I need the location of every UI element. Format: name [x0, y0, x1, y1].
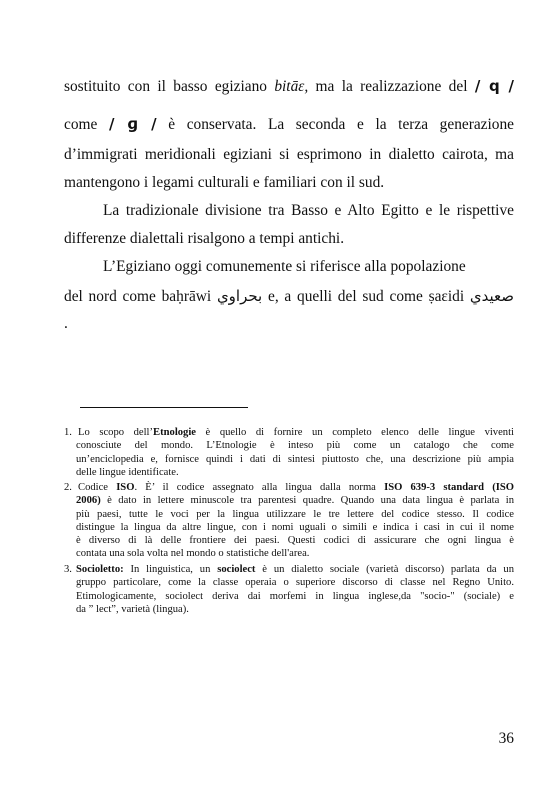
- bold-term: ISO 639-3 standard (ISO: [384, 482, 514, 493]
- footnote-separator: [80, 407, 248, 408]
- body-line: [64, 76, 514, 97]
- footnote-line: è diverso di là delle frontiere dei paesi. Questi codici di assicurare che ogni lingua è: [76, 535, 514, 547]
- footnote-number: 1.: [64, 427, 72, 438]
- bold-term: sociolect: [217, 564, 256, 575]
- footnote-line: delle lingue identificate.: [76, 466, 179, 478]
- text-span: sostituito con il basso egiziano: [64, 78, 275, 95]
- body-line: differenze dialettali risalgono a tempi antichi.: [64, 230, 345, 247]
- body-line: [64, 286, 514, 307]
- text-span: come: [64, 116, 109, 133]
- text-span: e, a quelli del sud come ṣaɛidi: [262, 288, 470, 305]
- text-span: è conservata. La seconda e la terza generazione: [156, 116, 515, 133]
- footnote-line: contata una sola volta nel mondo o statistiche dell'area.: [76, 548, 310, 560]
- footnote-line: un’enciclopedia e, fornisce quindi i dati di sintesi piuttosto che, una descrizione più ampia: [76, 453, 514, 465]
- footnote-line: [64, 494, 514, 507]
- bold-term: Socioletto:: [76, 564, 124, 575]
- body-line: La tradizionale divisione tra Basso e Alto Egitto e le rispettive: [103, 202, 514, 219]
- text-span: ma la realizzazione del: [308, 78, 475, 95]
- phoneme: / ɡ /: [108, 115, 157, 133]
- text-span: del nord come baḥrāwi: [64, 288, 217, 305]
- footnote-line: [64, 481, 514, 494]
- body-line: [64, 114, 514, 135]
- phoneme: / q /: [474, 77, 514, 95]
- bold-term: ISO: [116, 482, 135, 493]
- footnote-1: [64, 426, 514, 479]
- footnote-line: [64, 426, 514, 439]
- text-span: Lo scopo dell’: [78, 427, 154, 438]
- footnote-2: [64, 481, 514, 561]
- footnote-line: conosciute del mondo. L’Etnologie è inteso più come un catalogo che come: [76, 440, 514, 452]
- footnote-line: gruppo particolare, come la classe operaia o superiore discorso di classe nel Regno Unito.: [76, 577, 514, 589]
- italic-term: bitāɛ,: [274, 78, 309, 95]
- footnote-line: da ” lect”, varietà (lingua).: [76, 603, 189, 615]
- page-number: 36: [498, 730, 514, 747]
- body-line: L’Egiziano oggi comunemente si riferisce alla popolazione: [103, 258, 466, 275]
- body-line: .: [64, 315, 68, 332]
- bold-term: 2006): [76, 495, 101, 507]
- text-span: è quello di fornire un completo elenco delle lingue viventi: [196, 427, 514, 438]
- text-span: è un dialetto sociale (varietà discorso) parlata da un: [255, 564, 514, 575]
- bold-term: Etnologie: [153, 427, 196, 438]
- footnote-line: distingue la lingua da altre lingue, con i nomi uguali o simili e indica i casi in cui il nome: [76, 521, 514, 533]
- arabic-word: صعيدي: [469, 287, 514, 305]
- text-span: . È’ il codice assegnato alla lingua dalla norma: [134, 482, 385, 493]
- footnote-line: Etimologicamente, sociolect deriva dai morfemi in lingua inglese,da "socio-" (sociale) e: [76, 590, 514, 602]
- text-span: Codice: [78, 482, 117, 493]
- body-line: mantengono i legami culturali e familiari con il sud.: [64, 174, 385, 191]
- arabic-word: بحراوي: [216, 287, 263, 305]
- text-span: è dato in lettere minuscole tra parentesi quadre. Quando una data lingua è parlata in: [100, 495, 514, 507]
- footnote-line: più paesi, tutte le voci per la lingua utilizzare le tre lettere del codice stesso. Il codice: [76, 508, 514, 520]
- footnote-number: 2.: [64, 482, 72, 493]
- footnote-3: [64, 563, 514, 616]
- text-span: In linguistica, un: [123, 564, 218, 575]
- body-line: d’immigrati meridionali egiziani si esprimono in dialetto cairota, ma: [64, 146, 514, 163]
- footnote-number: 3.: [64, 564, 72, 575]
- footnote-line: [64, 563, 514, 576]
